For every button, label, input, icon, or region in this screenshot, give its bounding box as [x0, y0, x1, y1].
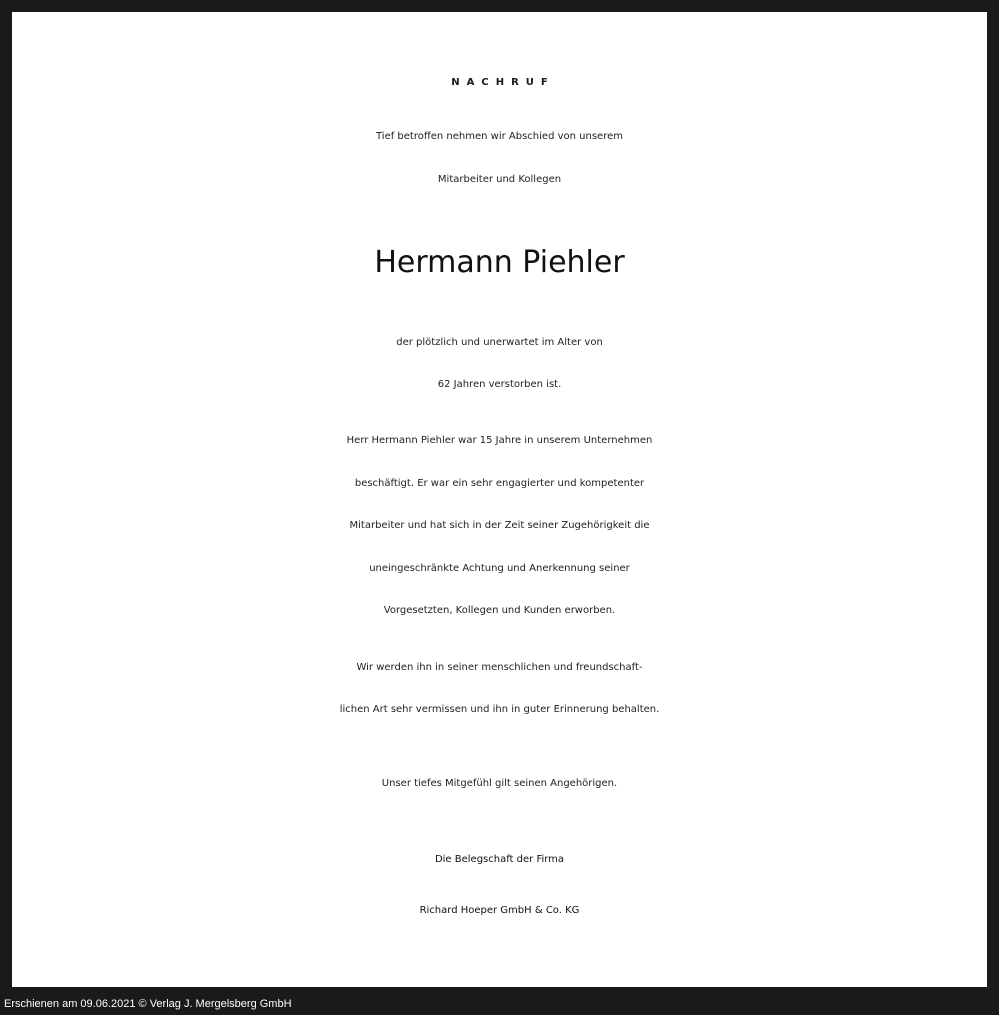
obituary-notice	[12, 12, 987, 987]
tribute-line-5: Vorgesetzten, Kollegen und Kunden erworben.	[383, 605, 616, 616]
tribute-line-4: uneingeschränkte Achtung und Anerkennung seiner	[369, 563, 630, 574]
signature-line-1: Die Belegschaft der Firma	[434, 854, 565, 865]
intro-line-1: Tief betroffen nehmen wir Abschied von unserem	[376, 131, 623, 142]
signature-line-2: Richard Hoeper GmbH & Co. KG	[419, 905, 580, 916]
memory-line-2: lichen Art sehr vermissen und ihn in guter Erinnerung behalten.	[339, 704, 660, 715]
publication-note: Erschienen am 09.06.2021 © Verlag J. Mergelsberg GmbH	[4, 998, 292, 1010]
tribute-line-2: beschäftigt. Er war ein sehr engagierter und kompetenter	[354, 478, 645, 489]
tribute-line-1: Herr Hermann Piehler war 15 Jahre in unserem Unternehmen	[346, 435, 653, 446]
memory-line-1: Wir werden ihn in seiner menschlichen und freundschaft-	[356, 662, 643, 673]
condolence-line: Unser tiefes Mitgefühl gilt seinen Angehörigen.	[381, 778, 618, 789]
intro-line-2: Mitarbeiter und Kollegen	[437, 174, 562, 185]
deceased-name: Hermann Piehler	[374, 245, 625, 280]
tribute-line-3: Mitarbeiter und hat sich in der Zeit seiner Zugehörigkeit die	[349, 520, 650, 531]
death-line-1: der plötzlich und unerwartet im Alter von	[396, 337, 603, 348]
notice-heading: NACHRUF	[451, 77, 555, 88]
death-line-2: 62 Jahren verstorben ist.	[437, 379, 562, 390]
